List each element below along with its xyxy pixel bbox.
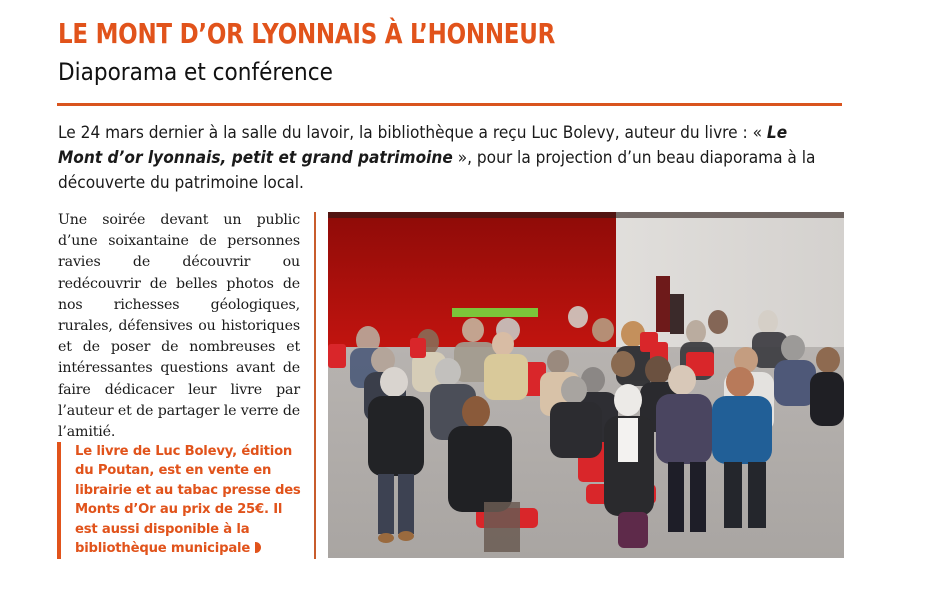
column-divider	[314, 212, 316, 559]
callout-text	[75, 442, 307, 558]
body-paragraph: Une soirée devant un public d’une soixantaine de personnes ravies de découvrir ou redécouvrir de belles photos de nos richesses géologiques, rurales, défensives ou historiques et de poser de nombreuses et intéressantes questions avant de faire dédicacer leur livre par l’auteur et de partager le verre de l’amitié.	[58, 212, 300, 441]
intro-text-start: Le 24 mars dernier à la salle du lavoir, la bibliothèque a reçu Luc Bolevy, auteur du livre : «	[58, 123, 767, 143]
book-availability-callout	[57, 442, 307, 559]
book-title: Le Mont d’or lyonnais, petit et grand patrimoine	[58, 123, 788, 168]
article-title: LE MONT D’OR LYONNAIS À L’HONNEUR	[58, 17, 556, 50]
intro-paragraph	[58, 121, 836, 196]
intro-text-end: », pour la projection d’un beau diaporama à la découverte du patrimoine local.	[58, 148, 816, 193]
callout-body: Le livre de Luc Bolevy, édition du Poutan, est en vente en librairie et au tabac presse des Monts d’Or au prix de 25€. Il est aussi disponible à la bibliothèque municipale	[75, 444, 301, 557]
audience-photo	[328, 212, 844, 558]
article-subtitle: Diaporama et conférence	[58, 58, 333, 86]
photo-audience-icon	[328, 212, 844, 558]
title-rule-divider	[57, 103, 842, 106]
end-of-article-icon	[255, 542, 261, 553]
